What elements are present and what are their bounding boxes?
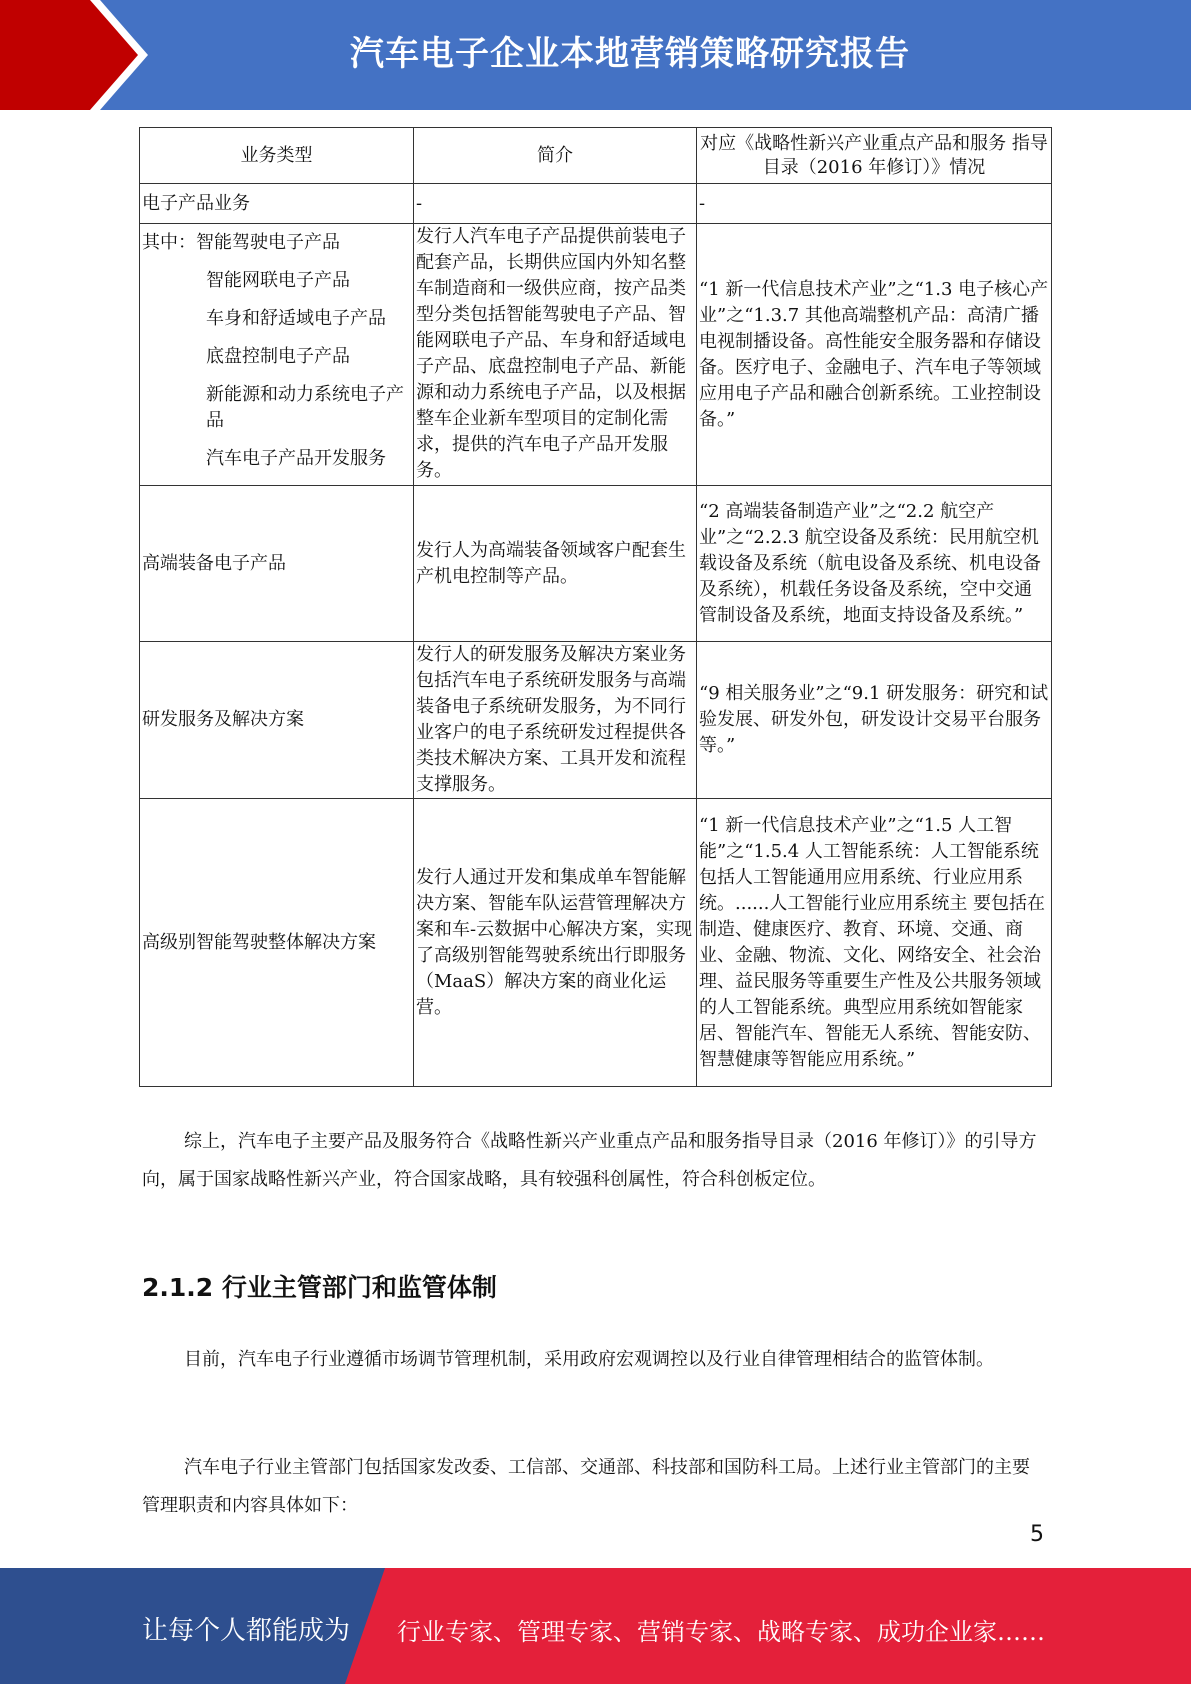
table-header-cell: 对应《战略性新兴产业重点产品和服务 指导目录（2016 年修订）》情况 — [697, 128, 1052, 184]
table-cell-type: 高端装备电子产品 — [140, 486, 414, 642]
table-cell-type: 高级别智能驾驶整体解决方案 — [140, 799, 414, 1087]
header-title: 汽车电子企业本地营销策略研究报告 — [350, 34, 910, 74]
table-cell-mapping: “1 新一代信息技术产业”之“1.5 人工智能”之“1.5.4 人工智能系统：人工智能系统包括人工智能通用应用系统、行业应用系统。......人工智能行业应用系统主 要包括在制造、健康医疗、教育、环境、交通、商业、金融、物流、文化、网络安全、社会治理、益民服务等重要生产性及公共服务领域的人工智能系统。典型应用系统如智能家居、智能汽车、智能无人系统、智能安防、智慧健康等智能应用系统。” — [697, 799, 1052, 1087]
table-row — [140, 224, 1052, 486]
body-paragraph: 汽车电子行业主管部门包括国家发改委、工信部、交通部、科技部和国防科工局。上述行业主管部门的主要管理职责和内容具体如下： — [142, 1457, 1030, 1516]
table-cell-intro: 发行人汽车电子产品提供前装电子配套产品，长期供应国内外知名整车制造商和一级供应商，按产品类型分类包括智能驾驶电子产品、智能网联电子产品、车身和舒适域电子产品、底盘控制电子产品、新能源和动力系统电子产品，以及根据整车企业新车型项目的定制化需求，提供的汽车电子产品开发服务。 — [414, 224, 697, 486]
footer-slogan-left: 让每个人都能成为 — [142, 1616, 351, 1646]
table-header-cell: 业务类型 — [140, 128, 414, 184]
footer-slogan-right: 行业专家、管理专家、营销专家、战略专家、成功企业家…… — [397, 1618, 1045, 1646]
body-paragraph: 综上，汽车电子主要产品及服务符合《战略性新兴产业重点产品和服务指导目录（2016 年修订）》的引导方向，属于国家战略性新兴产业，符合国家战略，具有较强科创属性，符合科创板定位。 — [142, 1131, 1037, 1190]
strategic-industry-table — [139, 127, 1052, 1087]
table-cell-type: 电子产品业务 — [140, 184, 414, 224]
table-cell-intro: 发行人通过开发和集成单车智能解决方案、智能车队运营管理解决方案和车-云数据中心解决方案，实现了高级别智能驾驶系统出行即服务（MaaS）解决方案的商业化运营。 — [414, 799, 697, 1087]
table-row — [140, 799, 1052, 1087]
sub-type-item: 车身和舒适域电子产品 — [206, 308, 386, 329]
table-header-row — [140, 128, 1052, 184]
table-cell-type: 研发服务及解决方案 — [140, 642, 414, 799]
sub-type-item — [142, 376, 411, 440]
table-cell-mapping: “9 相关服务业”之“9.1 研发服务：研究和试验发展、研发外包，研发设计交易平台服务等。” — [697, 642, 1052, 799]
header-arrow-decoration — [0, 0, 160, 110]
table-row — [140, 642, 1052, 799]
table-cell-mapping: “2 高端装备制造产业”之“2.2 航空产业”之“2.2.3 航空设备及系统：民用航空机载设备及系统（航电设备及系统、机电设备及系统），机载任务设备及系统，空中交通管制设备及系统，地面支持设备及系统。” — [697, 486, 1052, 642]
section-heading: 2.1.2 行业主管部门和监管体制 — [142, 1273, 497, 1302]
table-cell-intro: 发行人的研发服务及解决方案业务包括汽车电子系统研发服务与高端装备电子系统研发服务，为不同行业客户的电子系统研发过程提供各类技术解决方案、工具开发和流程支撑服务。 — [414, 642, 697, 799]
sub-type-item: 智能网联电子产品 — [206, 270, 350, 291]
table-cell-intro: - — [414, 184, 697, 224]
sub-type-item: 汽车电子产品开发服务 — [206, 448, 386, 469]
sub-type-item: 其中：智能驾驶电子产品 — [142, 232, 340, 253]
table-cell-type-list — [140, 224, 414, 486]
table-cell-intro: 发行人为高端装备领域客户配套生产机电控制等产品。 — [414, 486, 697, 642]
page-number: 5 — [1030, 1522, 1044, 1547]
table-row — [140, 486, 1052, 642]
body-paragraph: 目前，汽车电子行业遵循市场调节管理机制，采用政府宏观调控以及行业自律管理相结合的监管体制。 — [184, 1349, 994, 1370]
table-cell-mapping: - — [697, 184, 1052, 224]
table-row — [140, 184, 1052, 224]
sub-type-item-text: 新能源和动力系统电子产品 — [206, 384, 404, 431]
table-cell-mapping: “1 新一代信息技术产业”之“1.3 电子核心产业”之“1.3.7 其他高端整机产品：高清广播电视制播设备。高性能安全服务器和存储设备。医疗电子、金融电子、汽车电子等领域应用电子产品和融合创新系统。工业控制设备。” — [697, 224, 1052, 486]
table-header-cell: 简介 — [414, 128, 697, 184]
sub-type-item: 底盘控制电子产品 — [206, 346, 350, 367]
